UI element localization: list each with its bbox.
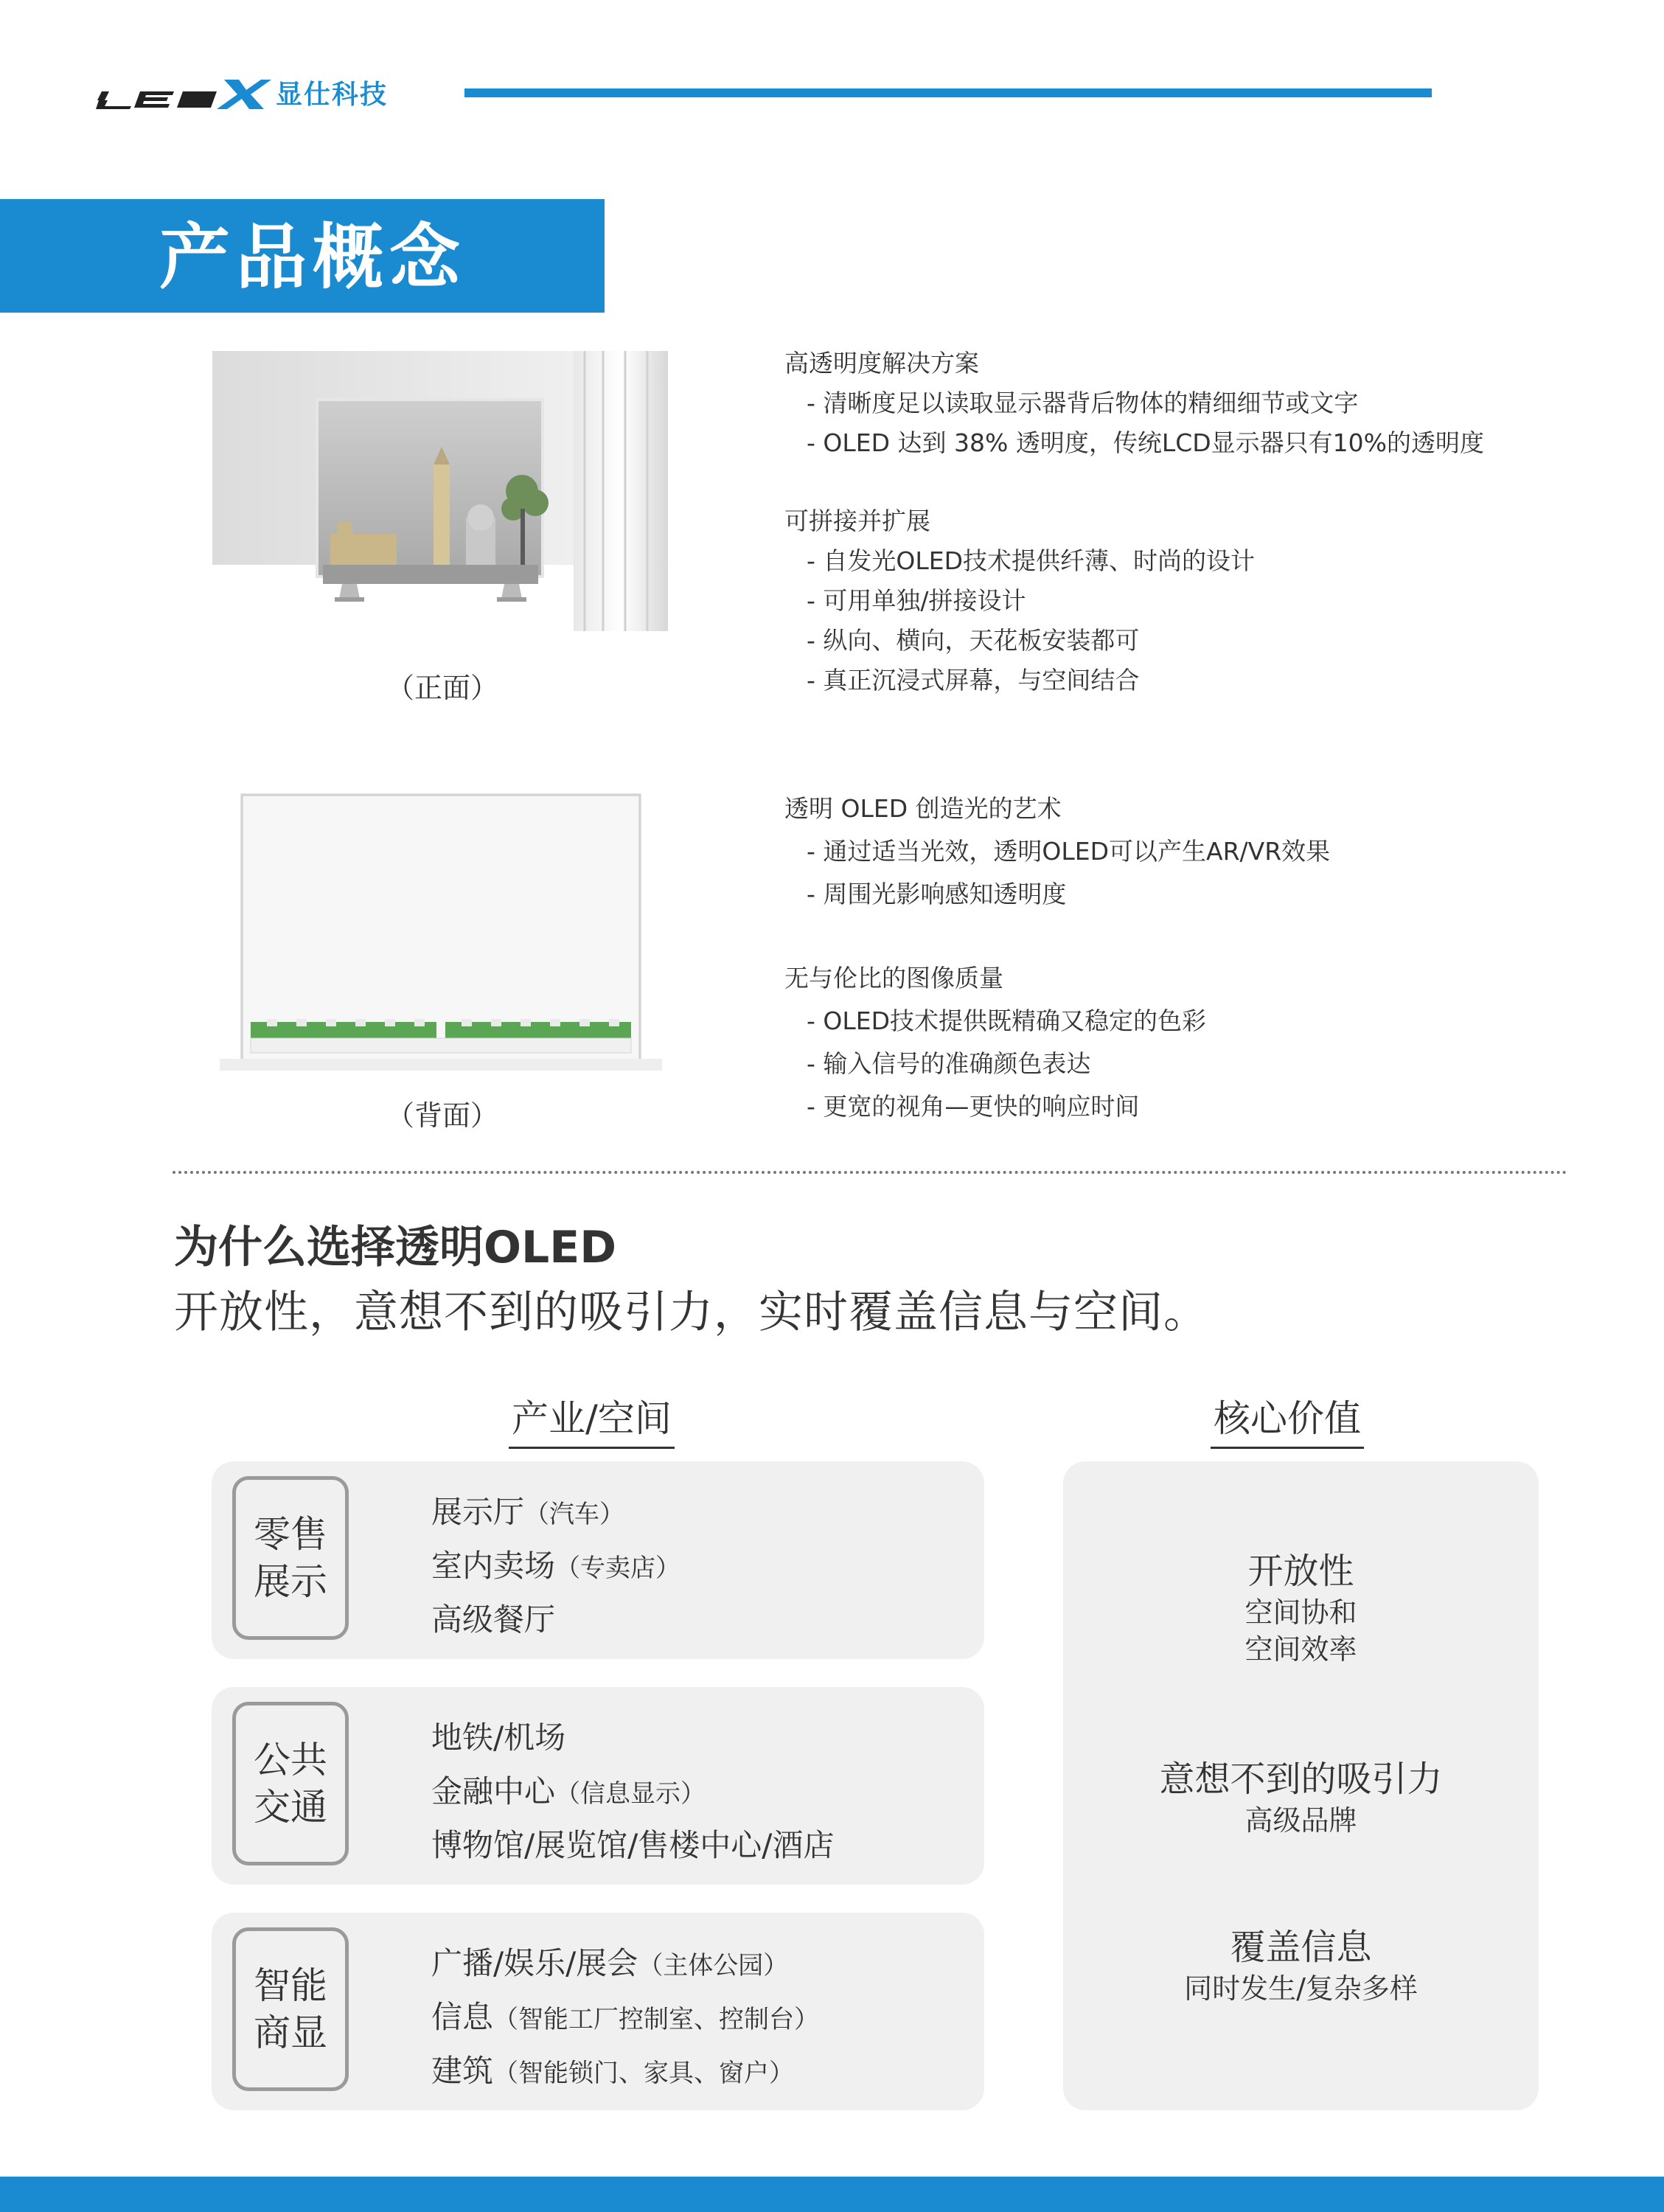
dotted-divider [173,1171,1567,1174]
card-line-main: 展示厅 [431,1494,525,1530]
card-line-note: （专卖店） [555,1554,681,1583]
card-line-main: 高级餐厅 [431,1601,556,1638]
feature-title: 无与伦比的图像质量 [784,964,1003,992]
card-line [431,1938,819,1992]
value-sub: 空间协和 [1244,1596,1357,1629]
feature-item: - 自发光OLED技术提供纤薄、时尚的设计 [807,546,1256,575]
card-line-main: 信息 [431,1999,494,2035]
front-caption: （正面） [386,672,499,704]
feature-item: - 清晰度足以读取显示器背后物体的精细细节或文字 [807,389,1359,417]
feature-title: 高透明度解决方案 [784,349,979,378]
section-banner [0,199,605,313]
value-title: 意想不到的吸引力 [1159,1759,1443,1800]
card-line-note: （智能锁门、家具、窗户） [493,2059,795,2088]
header-rule [464,88,1432,97]
feature-block-light-art [784,787,1330,916]
feature-item: - OLED 达到 38% 透明度，传统LCD显示器只有10%的透明度 [807,428,1485,457]
why-subtitle: 开放性，意想不到的吸引力，实时覆盖信息与空间。 [174,1287,1208,1338]
card-tag-line: 零售 [254,1513,327,1556]
company-name: 显仕科技 [276,80,389,110]
card-tag [232,1702,349,1865]
feature-block-tiling [784,501,1255,700]
values-heading: 核心价值 [1211,1389,1364,1449]
card-tag [232,1476,349,1640]
feature-item: - 周围光影响感知透明度 [807,880,1067,908]
card-line [431,1594,680,1648]
industry-card-public-transport [212,1687,984,1885]
value-title: 开放性 [1247,1551,1354,1592]
leox-logo [94,78,271,109]
core-values-panel [1063,1461,1539,2110]
card-line-main: 室内卖场 [431,1548,556,1584]
card-line-note: （主体公园） [638,1951,789,1980]
card-tag-line: 智能 [254,1964,327,2007]
feature-item: - 通过适当光效，透明OLED可以产生AR/VR效果 [807,837,1331,866]
industry-card-smart-display [212,1913,984,2110]
card-line-main: 建筑 [431,2053,494,2089]
card-line-main: 地铁/机场 [431,1719,566,1756]
card-tag-line: 商显 [254,2011,327,2054]
feature-item: - 真正沉浸式屏幕，与空间结合 [807,666,1140,695]
card-line-main: 广播/娱乐/展会 [431,1945,638,1981]
card-tag-line: 公共 [254,1739,327,1781]
feature-item: - 更宽的视角—更快的响应时间 [807,1092,1140,1121]
card-line-note: （智能工厂控制室、控制台） [493,2005,820,2034]
industry-heading: 产业/空间 [509,1389,675,1449]
card-line [431,1992,819,2045]
oled-back-photo [215,790,666,1071]
back-caption: （背面） [386,1099,499,1132]
industry-card-retail [212,1461,984,1659]
footer-bar [0,2177,1664,2212]
value-block-openness [1063,1548,1539,1668]
card-line [431,2045,819,2099]
card-line [431,1766,834,1820]
card-items [431,1486,680,1648]
card-line-note: （信息显示） [555,1779,706,1809]
value-title: 覆盖信息 [1230,1927,1372,1968]
card-tag [232,1927,349,2091]
value-sub: 空间效率 [1244,1633,1357,1666]
why-title: 为什么选择透明OLED [174,1222,617,1273]
card-line-note: （汽车） [524,1500,625,1529]
card-line-main: 博物馆/展览馆/售楼中心/酒店 [431,1827,835,1863]
value-block-attraction [1063,1756,1539,1839]
card-line [431,1712,834,1766]
card-line [431,1820,834,1874]
oled-front-photo [212,351,668,631]
feature-item: - 纵向、横向，天花板安装都可 [807,626,1140,655]
value-sub: 同时发生/复杂多样 [1184,1972,1418,2005]
feature-block-image-quality [784,957,1206,1128]
card-line [431,1540,680,1594]
value-block-overlay [1063,1924,1539,2007]
card-items [431,1712,834,1874]
feature-block-transparency [784,344,1484,463]
feature-title: 透明 OLED 创造光的艺术 [784,794,1062,823]
card-tag-line: 交通 [254,1786,327,1829]
section-title: 产品概念 [159,216,466,299]
card-tag-line: 展示 [254,1560,327,1603]
card-line [431,1486,680,1540]
card-line-main: 金融中心 [431,1773,556,1809]
feature-item: - 可用单独/拼接设计 [807,586,1026,615]
feature-title: 可拼接并扩展 [784,507,930,535]
value-sub: 高级品牌 [1244,1804,1357,1837]
feature-item: - 输入信号的准确颜色表达 [807,1049,1091,1078]
card-items [431,1938,819,2099]
feature-item: - OLED技术提供既精确又稳定的色彩 [807,1006,1207,1035]
